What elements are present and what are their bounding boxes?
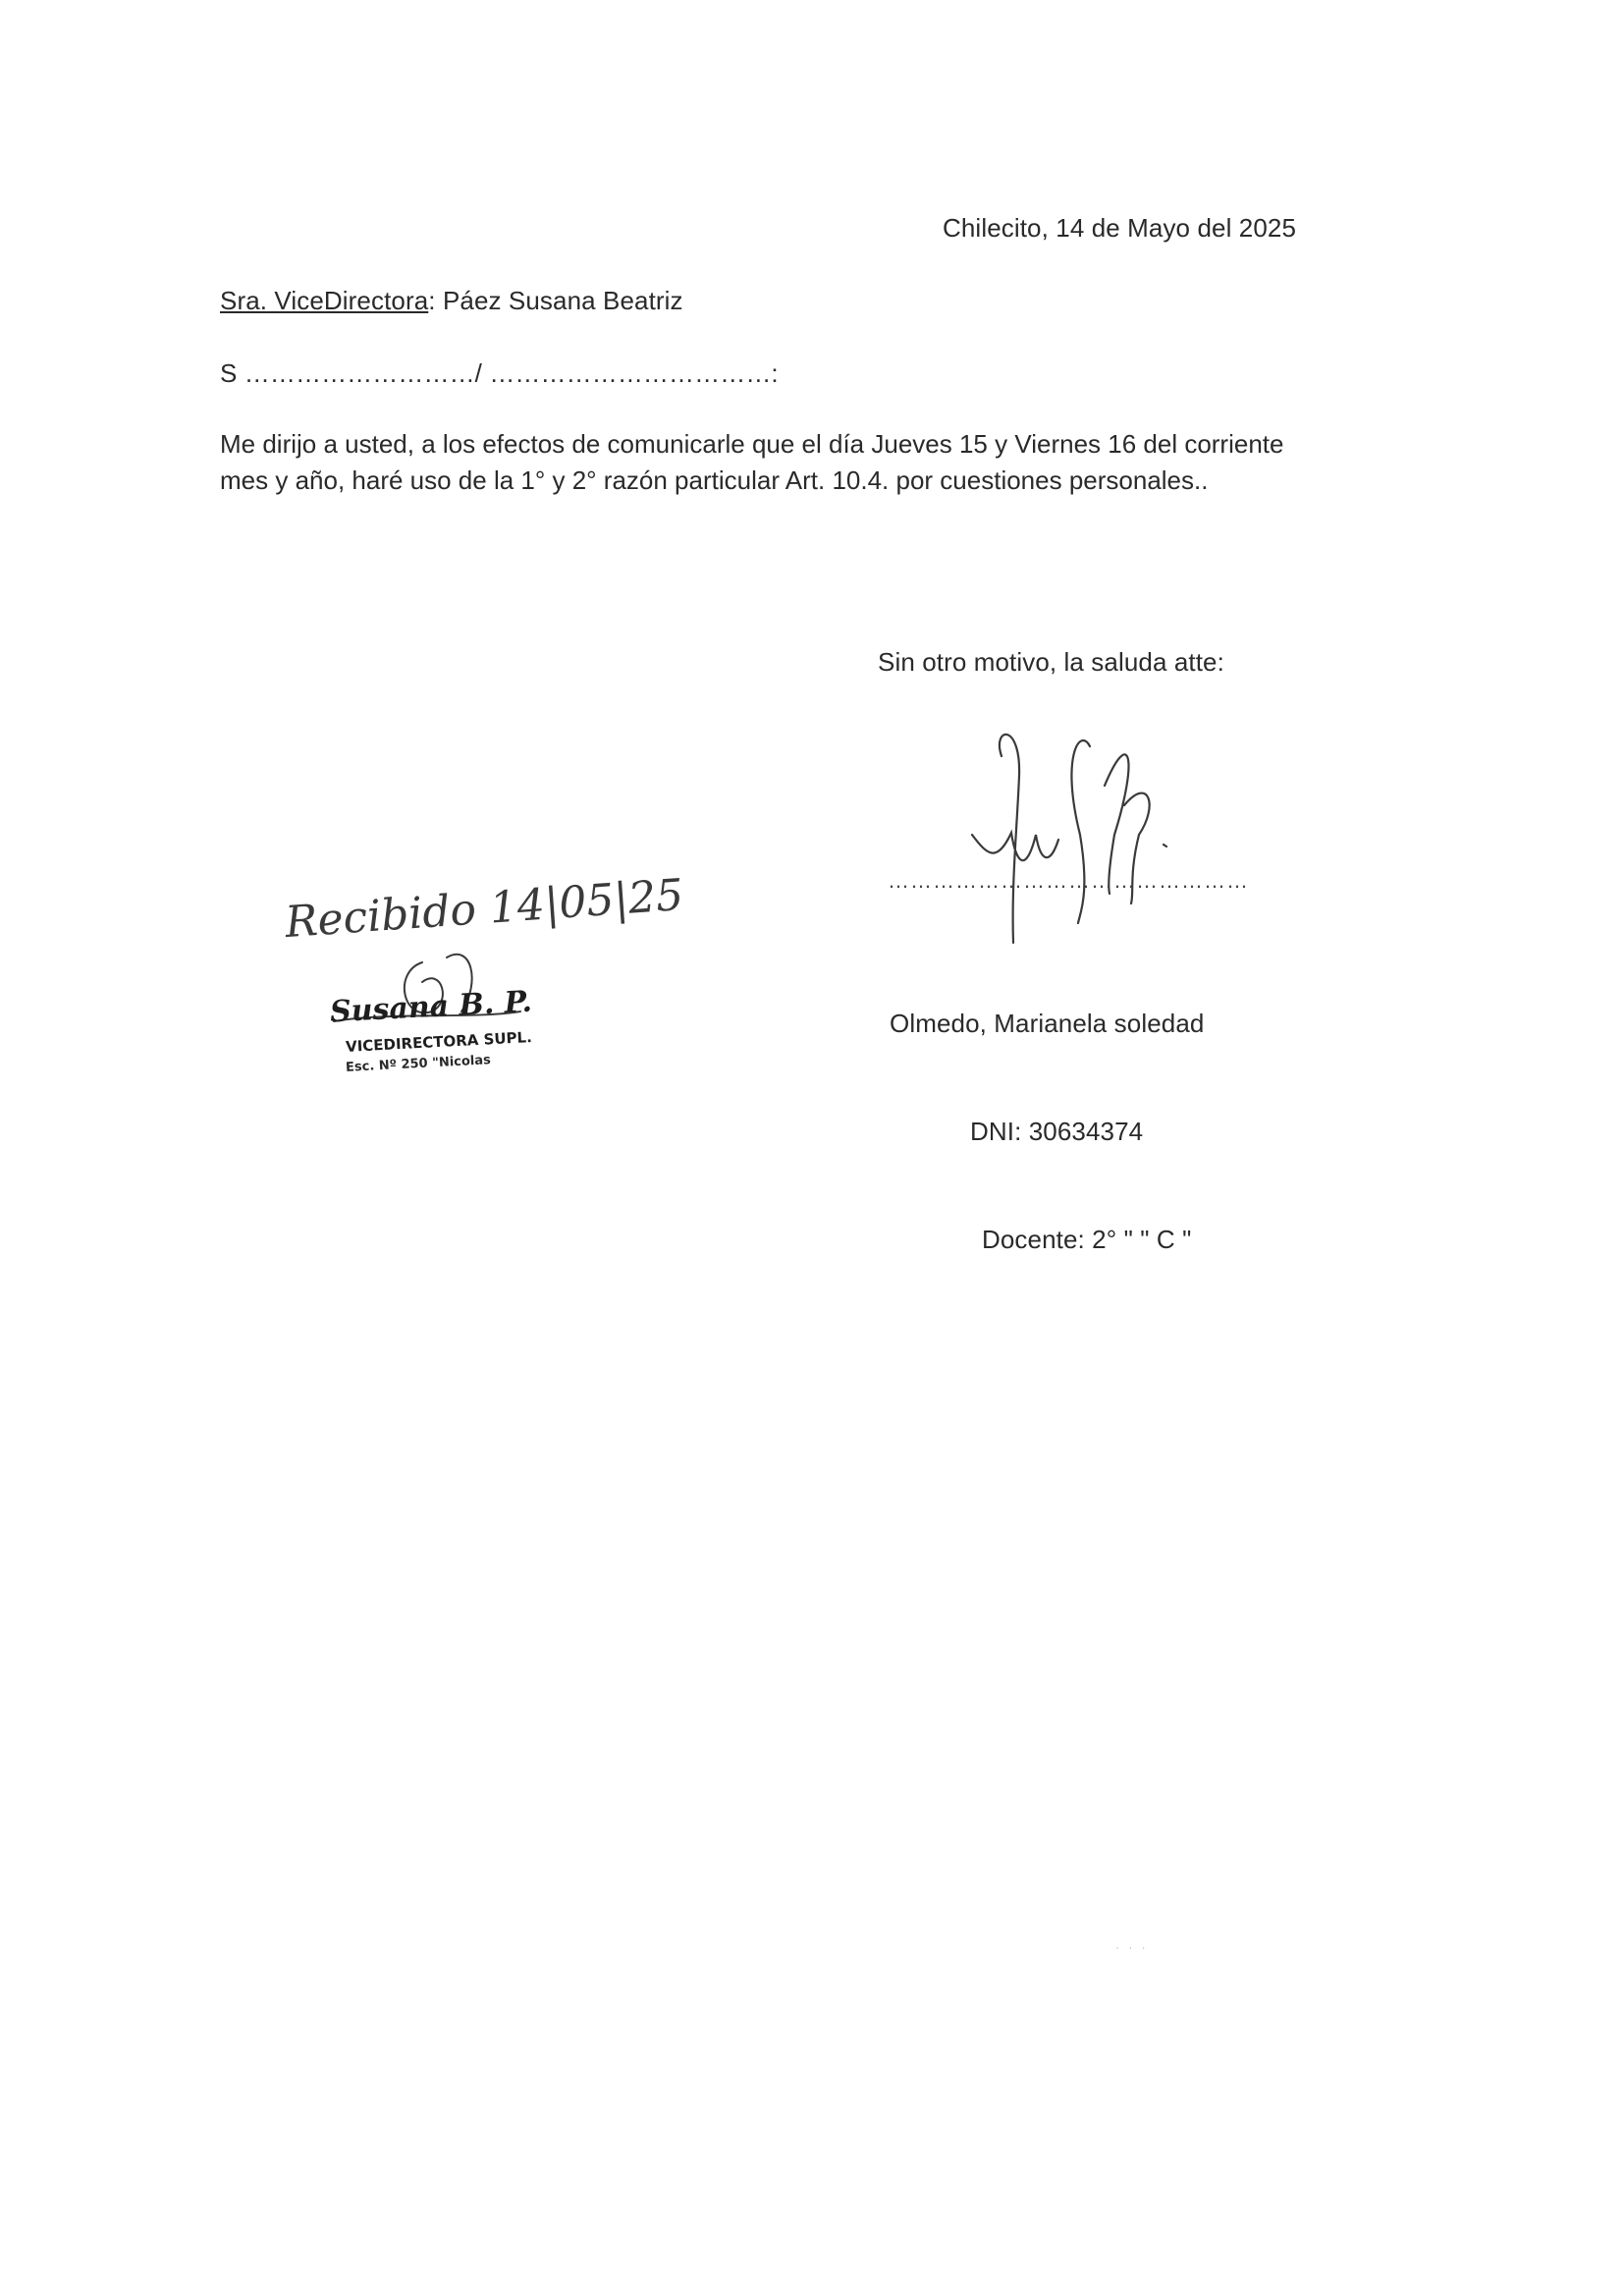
stamp-school: Esc. Nº 250 "Nicolas <box>345 1053 492 1075</box>
addressee-name: : Páez Susana Beatriz <box>428 286 683 315</box>
received-stamp <box>275 869 685 1100</box>
addressee-line <box>220 283 683 318</box>
letter-body: Me dirijo a usted, a los efectos de comunicarle que el día Jueves 15 y Viernes 16 del corriente mes y año, haré uso de la 1° y 2° razón particular Art. 10.4. por cuestiones personales.. <box>220 429 1284 495</box>
stamp-role: VICEDIRECTORA SUPL. <box>345 1028 533 1056</box>
addressee-title: Sra. ViceDirectora <box>220 286 429 315</box>
handwritten-signature <box>943 717 1237 962</box>
signer-position: Docente: 2° " " C " <box>982 1225 1192 1254</box>
received-note: Recibido 14|05|25 <box>283 869 685 949</box>
closing-line: Sin otro motivo, la saluda atte: <box>878 647 1224 677</box>
salutation-line: S ………………………/ ……………………………: <box>220 358 779 388</box>
stamp-name: Susana B. P. <box>329 984 533 1030</box>
signature-line: ………………………………………… <box>888 868 1249 893</box>
date-line: Chilecito, 14 de Mayo del 2025 <box>943 213 1297 243</box>
signer-name: Olmedo, Marianela soledad <box>890 1009 1205 1038</box>
scan-speck: · · · <box>1115 1941 1149 1954</box>
signer-dni: DNI: 30634374 <box>970 1117 1144 1146</box>
